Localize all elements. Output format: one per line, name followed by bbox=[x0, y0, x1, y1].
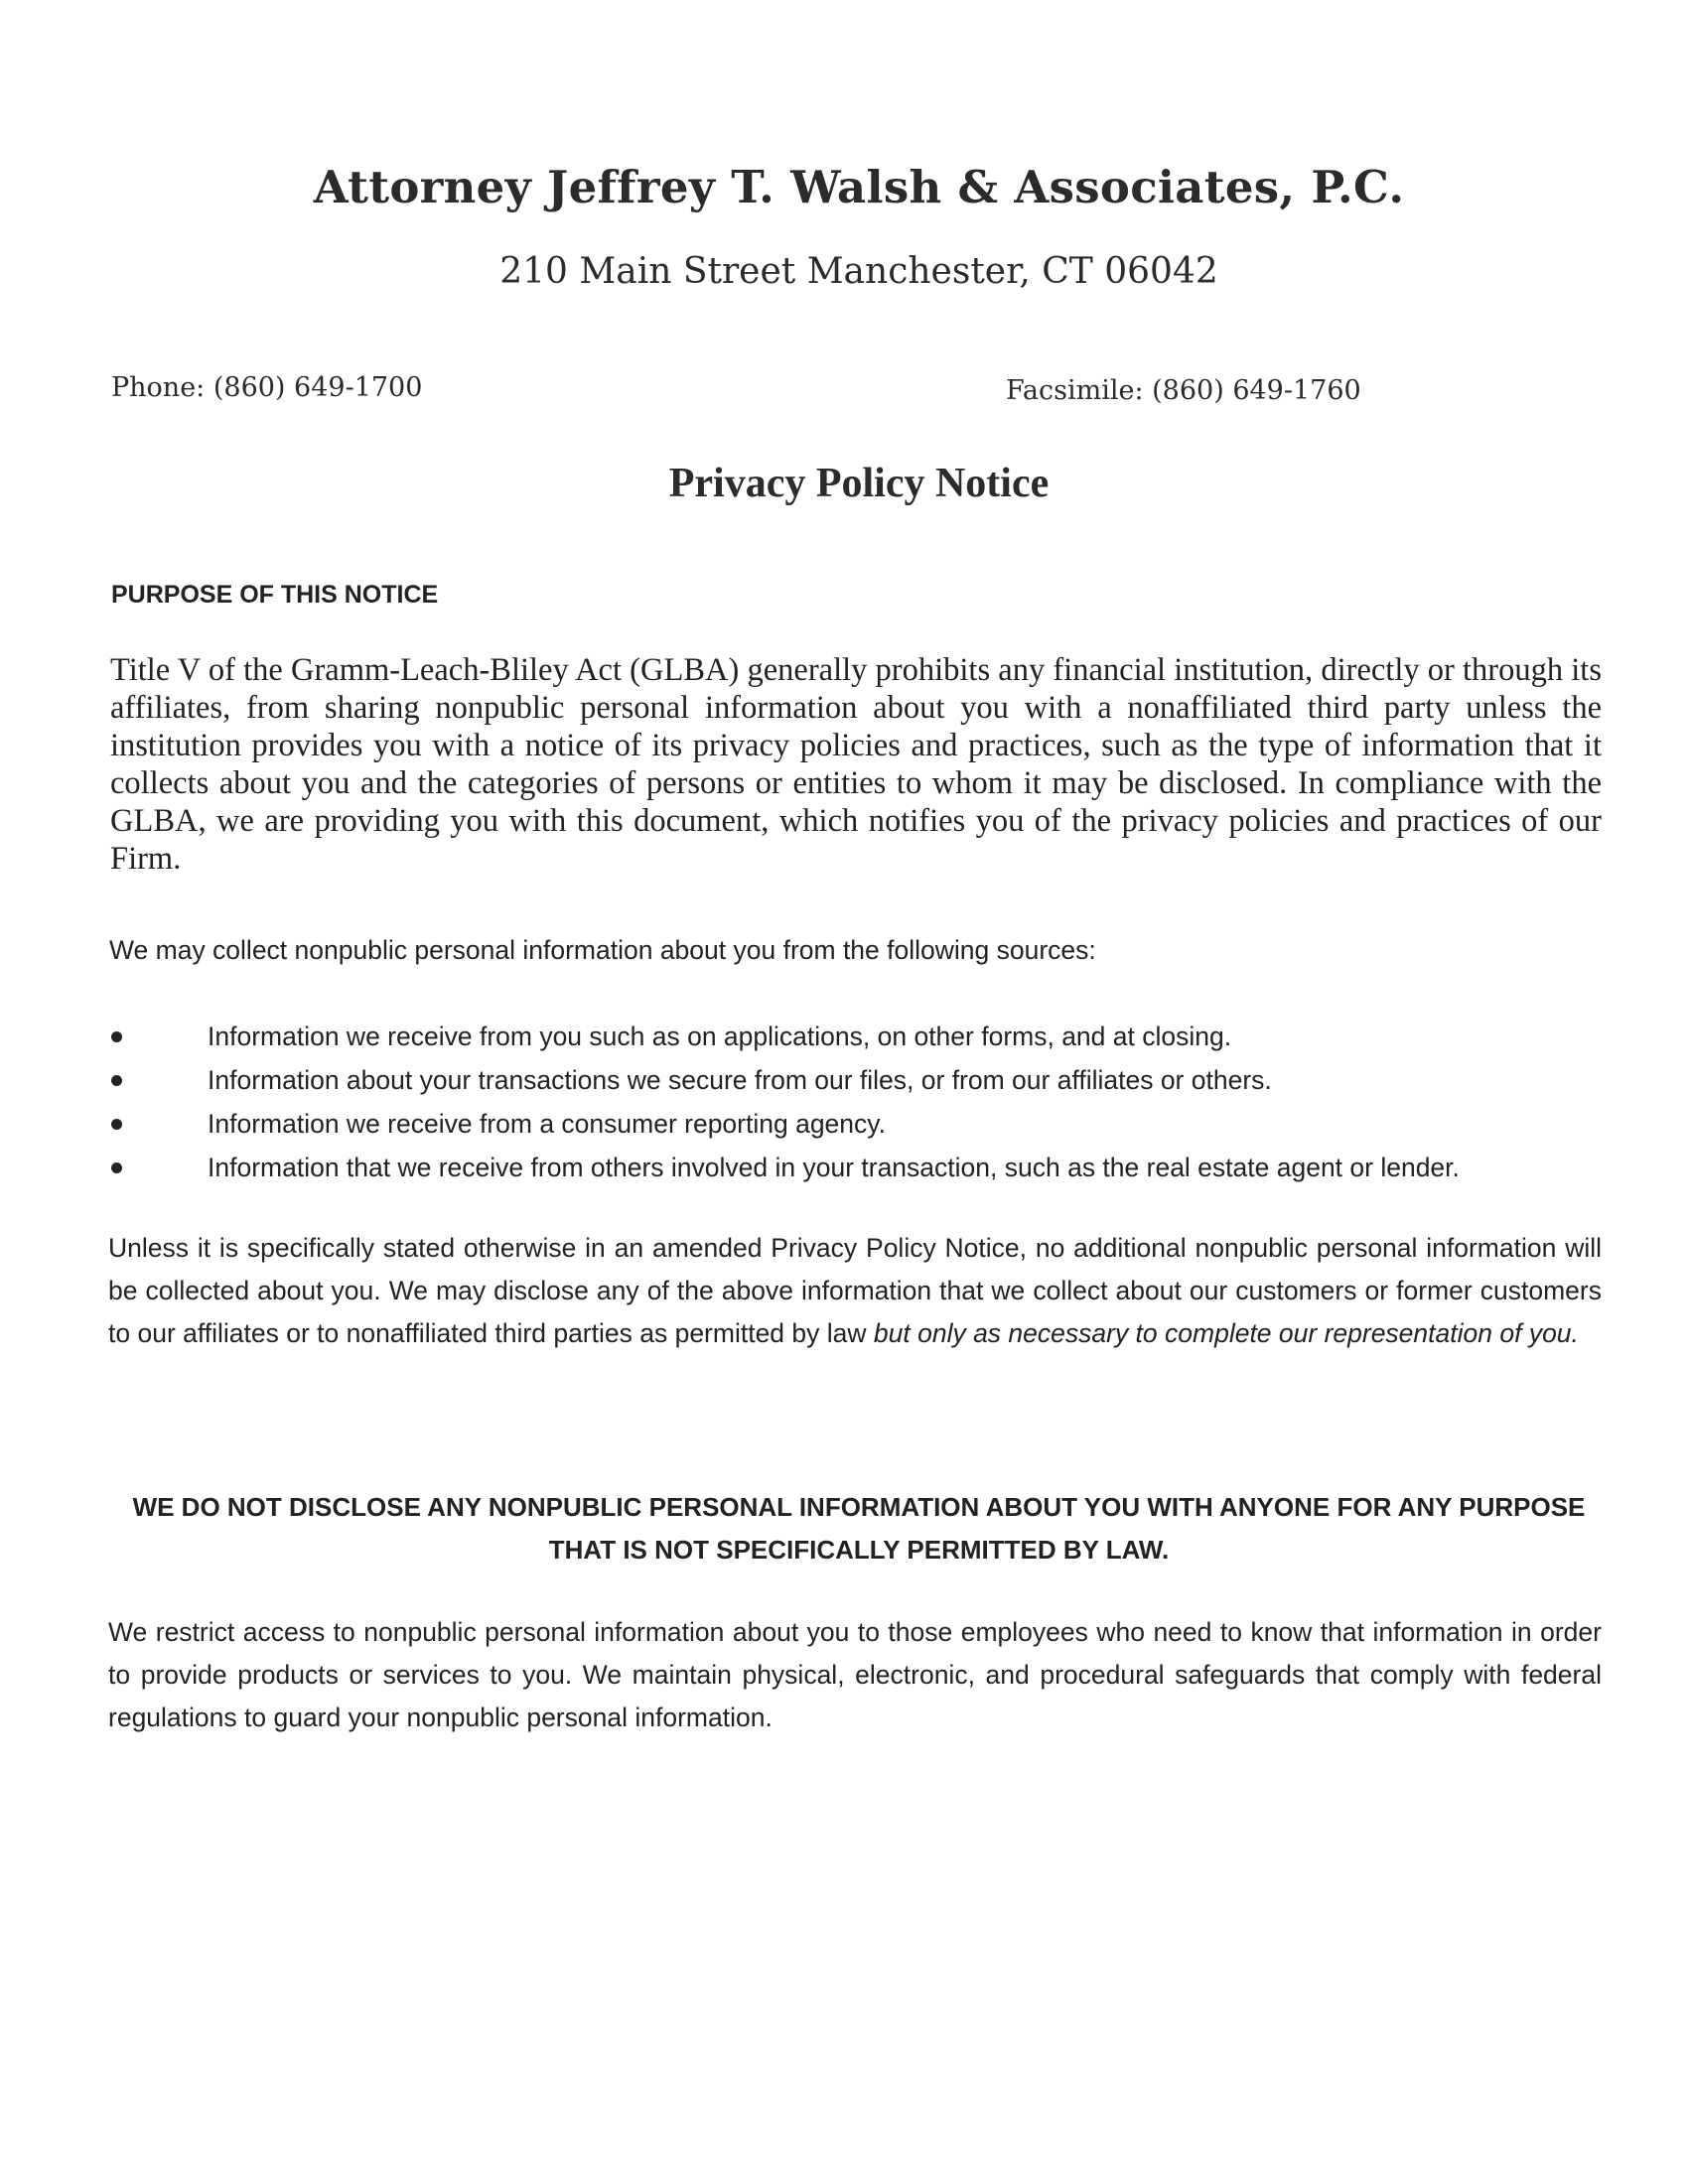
list-item-text: Information that we receive from others involved in your transaction, such as the real estate agent or lender. bbox=[208, 1153, 1460, 1182]
bullet-icon bbox=[111, 1119, 122, 1130]
safeguards-paragraph: We restrict access to nonpublic personal information about you to those employees who need to know that information in order to provide products or services to you. We maintain physical, electronic, and procedural safeguards that comply with federal regulations to guard your nonpublic personal information. bbox=[108, 1617, 1602, 1732]
sources-intro: We may collect nonpublic personal information about you from the following sources: bbox=[109, 935, 1096, 965]
list-item-text: Information we receive from you such as on applications, on other forms, and at closing. bbox=[208, 1022, 1232, 1051]
bullet-icon bbox=[111, 1031, 122, 1042]
list-item bbox=[107, 1102, 1617, 1146]
disclosure-text: Unless it is specifically stated otherwise in an amended Privacy Policy Notice, no additional nonpublic personal information will be collected about you. We may disclose any of the above information that we collect about our customers or former customers to our affiliates or to nonaffiliated third parties as permitted by law bbox=[108, 1233, 1602, 1348]
disclosure-italic-text: but only as necessary to complete our representation of you. bbox=[873, 1318, 1579, 1348]
phone-number: Phone: (860) 649-1700 bbox=[111, 372, 423, 403]
list-item bbox=[107, 1146, 1617, 1189]
list-item bbox=[107, 1058, 1617, 1102]
purpose-paragraph: Title V of the Gramm-Leach-Bliley Act (GLBA) generally prohibits any financial institution, directly or through its affiliates, from sharing nonpublic personal information about you with a nonaffiliated third party unless the institution provides you with a notice of its privacy policies and practices, such as the type of information that it collects about you and the categories of persons or entities to whom it may be disclosed. In compliance with the GLBA, we are providing you with this document, which notifies you of the privacy policies and practices of our Firm. bbox=[110, 652, 1602, 877]
firm-address: 210 Main Street Manchester, CT 06042 bbox=[499, 251, 1218, 292]
fax-number: Facsimile: (860) 649-1760 bbox=[1006, 375, 1361, 406]
bullet-icon bbox=[111, 1162, 122, 1173]
list-item-text: Information about your transactions we secure from our files, or from our affiliates or others. bbox=[208, 1065, 1272, 1095]
sources-list bbox=[107, 1015, 1617, 1189]
firm-name: Attorney Jeffrey T. Walsh & Associates, P.C. bbox=[313, 161, 1405, 213]
page-title: Privacy Policy Notice bbox=[668, 461, 1050, 506]
disclosure-paragraph bbox=[108, 1227, 1602, 1355]
statement-line-1: WE DO NOT DISCLOSE ANY NONPUBLIC PERSONAL INFORMATION ABOUT YOU WITH ANYONE FOR ANY PURPOSE bbox=[132, 1492, 1586, 1522]
non-disclosure-statement bbox=[109, 1486, 1609, 1571]
list-item-text: Information we receive from a consumer reporting agency. bbox=[208, 1109, 886, 1139]
list-item bbox=[107, 1015, 1617, 1058]
statement-line-2: THAT IS NOT SPECIFICALLY PERMITTED BY LAW. bbox=[548, 1535, 1170, 1565]
purpose-heading: PURPOSE OF THIS NOTICE bbox=[111, 581, 439, 609]
bullet-icon bbox=[111, 1075, 122, 1086]
